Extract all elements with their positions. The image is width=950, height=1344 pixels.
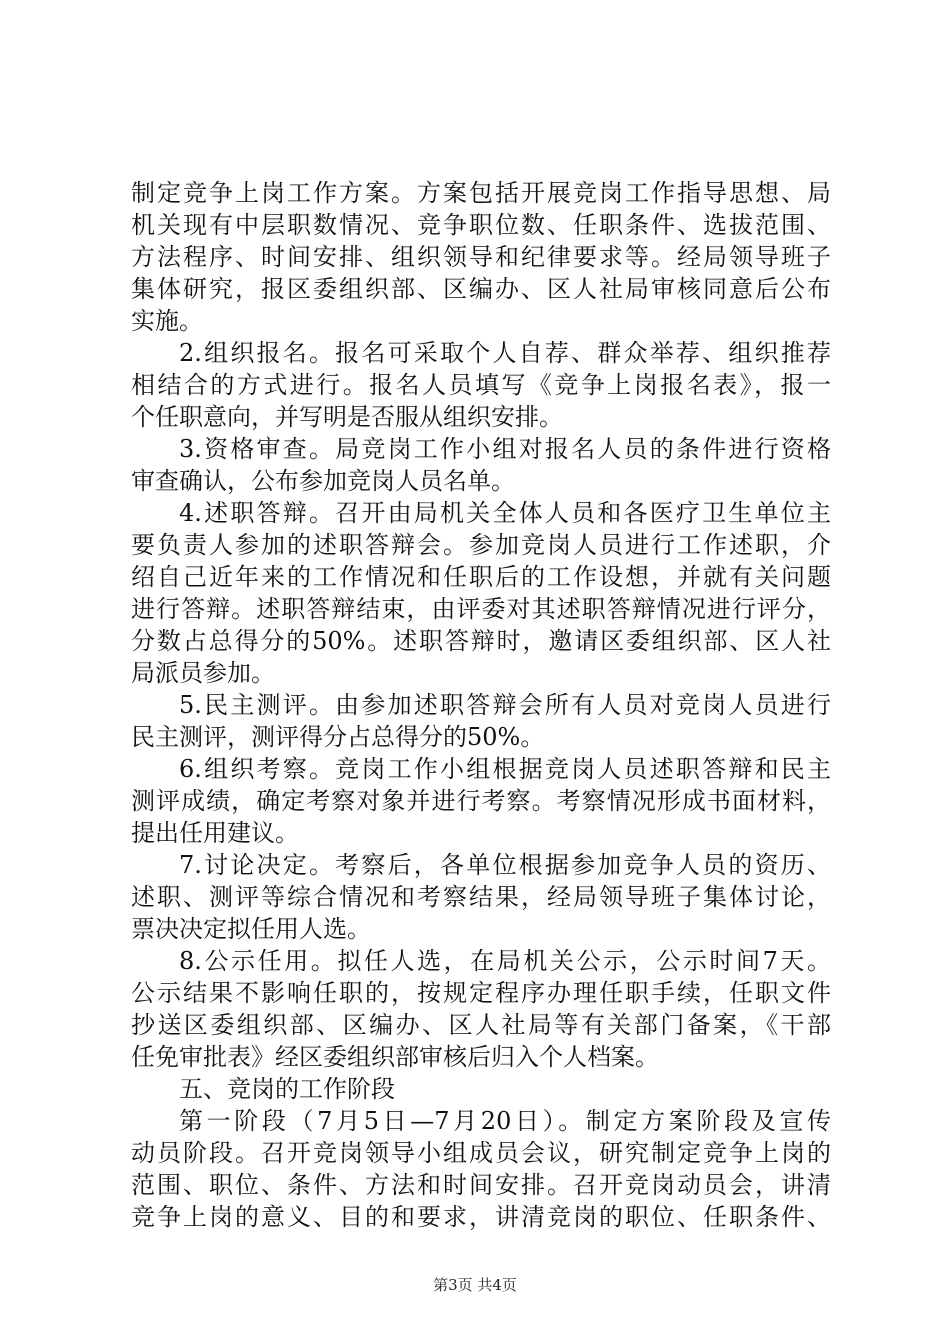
text-line: 竞争上岗的意义、目的和要求，讲清竞岗的职位、任职条件、 xyxy=(131,1203,831,1231)
text-line: 7.讨论决定。考察后，各单位根据参加竞争人员的资历、 xyxy=(179,851,831,879)
text-line: 第一阶段（7月5日—7月20日）。制定方案阶段及宣传 xyxy=(179,1107,831,1135)
text-line: 4.述职答辩。召开由局机关全体人员和各医疗卫生单位主 xyxy=(179,499,831,527)
text-line: 8.公示任用。拟任人选，在局机关公示，公示时间7天。 xyxy=(179,947,831,975)
text-line: 6.组织考察。竞岗工作小组根据竞岗人员述职答辩和民主 xyxy=(179,755,831,783)
text-line: 范围、职位、条件、方法和时间安排。召开竞岗动员会，讲清 xyxy=(131,1171,831,1199)
text-line: 分数占总得分的50%。述职答辩时，邀请区委组织部、区人社 xyxy=(131,627,831,655)
text-line: 任免审批表》经区委组织部审核后归入个人档案。 xyxy=(131,1043,659,1071)
text-line: 个任职意向，并写明是否服从组织安排。 xyxy=(131,403,563,431)
text-line: 局派员参加。 xyxy=(131,659,275,687)
text-line: 相结合的方式进行。报名人员填写《竞争上岗报名表》，报一 xyxy=(131,371,831,399)
text-line: 提出任用建议。 xyxy=(131,819,299,847)
text-line: 方法程序、时间安排、组织领导和纪律要求等。经局领导班子 xyxy=(131,243,831,271)
text-line: 机关现有中层职数情况、竞争职位数、任职条件、选拔范围、 xyxy=(131,211,831,239)
text-line: 公示结果不影响任职的，按规定程序办理任职手续，任职文件 xyxy=(131,979,831,1007)
text-line: 审查确认，公布参加竞岗人员名单。 xyxy=(131,467,515,495)
text-line: 集体研究，报区委组织部、区编办、区人社局审核同意后公布 xyxy=(131,275,831,303)
text-line: 5.民主测评。由参加述职答辩会所有人员对竞岗人员进行 xyxy=(179,691,831,719)
document-body xyxy=(131,177,831,1233)
text-line: 民主测评，测评得分占总得分的50%。 xyxy=(131,723,545,751)
text-line: 五、竞岗的工作阶段 xyxy=(179,1075,395,1103)
text-line: 抄送区委组织部、区编办、区人社局等有关部门备案，《干部 xyxy=(131,1011,831,1039)
text-line: 实施。 xyxy=(131,307,203,335)
text-line: 要负责人参加的述职答辩会。参加竞岗人员进行工作述职，介 xyxy=(131,531,831,559)
text-line: 进行答辩。述职答辩结束，由评委对其述职答辩情况进行评分， xyxy=(131,595,831,623)
text-line: 测评成绩，确定考察对象并进行考察。考察情况形成书面材料， xyxy=(131,787,831,815)
text-line: 票决决定拟任用人选。 xyxy=(131,915,371,943)
text-line: 制定竞争上岗工作方案。方案包括开展竞岗工作指导思想、局 xyxy=(131,179,831,207)
text-line: 绍自己近年来的工作情况和任职后的工作设想，并就有关问题 xyxy=(131,563,831,591)
text-line: 3.资格审查。局竞岗工作小组对报名人员的条件进行资格 xyxy=(179,435,831,463)
text-line: 动员阶段。召开竞岗领导小组成员会议，研究制定竞争上岗的 xyxy=(131,1139,831,1167)
text-line: 述职、测评等综合情况和考察结果，经局领导班子集体讨论， xyxy=(131,883,831,911)
text-line: 2.组织报名。报名可采取个人自荐、群众举荐、组织推荐 xyxy=(179,339,831,367)
page-footer: 第3页 共4页 xyxy=(433,1276,517,1294)
